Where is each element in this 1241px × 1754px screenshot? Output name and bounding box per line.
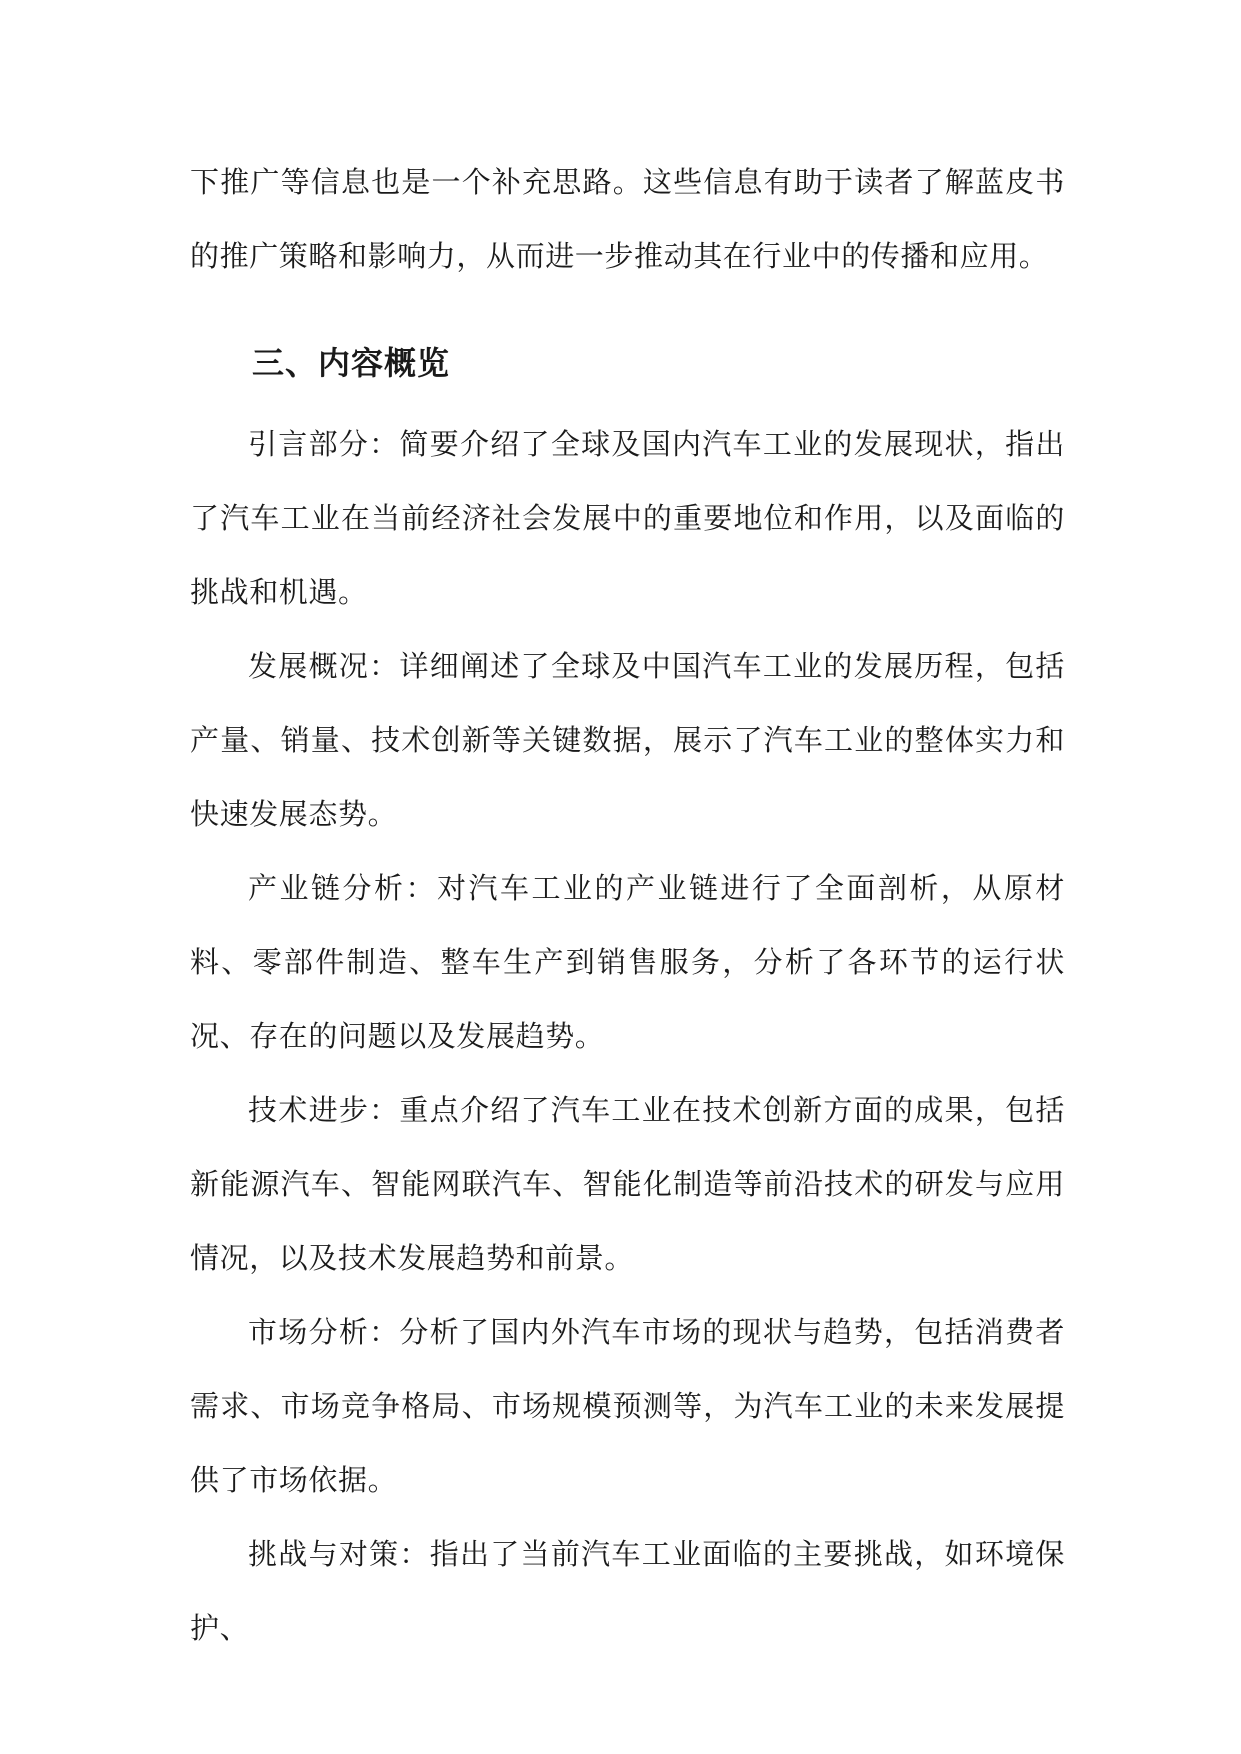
paragraph-market-analysis: 市场分析：分析了国内外汽车市场的现状与趋势，包括消费者需求、市场竞争格局、市场规模预测等，为汽车工业的未来发展提供了市场依据。 (190, 1315, 1065, 1497)
intro-paragraph: 下推广等信息也是一个补充思路。这些信息有助于读者了解蓝皮书的推广策略和影响力，从而进一步推动其在行业中的传播和应用。 (190, 165, 1065, 273)
paragraph-challenges: 挑战与对策：指出了当前汽车工业面临的主要挑战，如环境保护、 (190, 1537, 1065, 1645)
paragraph-industry-chain: 产业链分析：对汽车工业的产业链进行了全面剖析，从原材料、零部件制造、整车生产到销售服务，分析了各环节的运行状况、存在的问题以及发展趋势。 (190, 871, 1065, 1053)
paragraph-development-overview: 发展概况：详细阐述了全球及中国汽车工业的发展历程，包括产量、销量、技术创新等关键数据，展示了汽车工业的整体实力和快速发展态势。 (190, 649, 1065, 831)
page-content (190, 145, 1065, 1665)
paragraph-technology: 技术进步：重点介绍了汽车工业在技术创新方面的成果，包括新能源汽车、智能网联汽车、智能化制造等前沿技术的研发与应用情况，以及技术发展趋势和前景。 (190, 1093, 1065, 1275)
paragraph-introduction: 引言部分：简要介绍了全球及国内汽车工业的发展现状，指出了汽车工业在当前经济社会发展中的重要地位和作用，以及面临的挑战和机遇。 (190, 427, 1065, 609)
section-heading: 三、内容概览 (252, 344, 451, 382)
